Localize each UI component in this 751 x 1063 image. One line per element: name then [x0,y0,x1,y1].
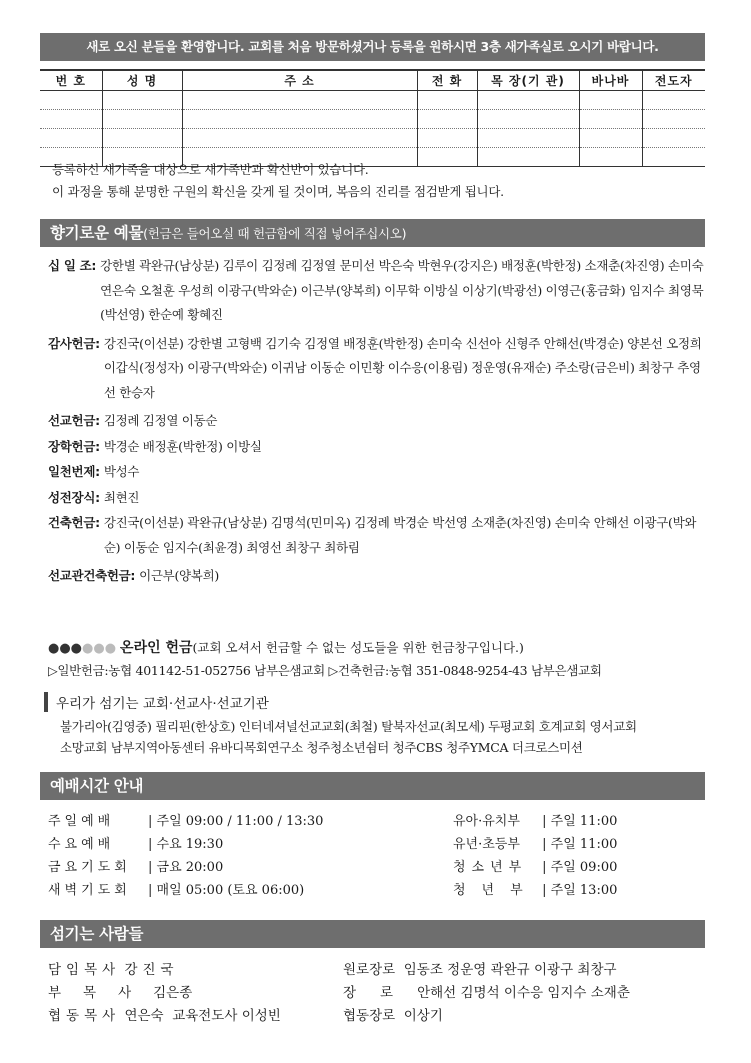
staff-role: 교육전도사 [172,1008,238,1024]
staff-coop-elder [343,1004,443,1024]
offering-scholarship [48,435,708,460]
staff-name: 김은종 [153,985,193,1001]
worship-time: 주일 09:00 / 11:00 / 13:30 [156,814,324,829]
table-row[interactable] [40,109,705,128]
worship-time: 주일 13:00 [550,883,618,898]
offering-names: 강진국(이선분) 곽완규(남상분) 김명석(민미옥) 김정례 박경순 박선영 소재춘(차진영) 손미숙 안해선 이광구(박와순) 이동순 임지수(최윤경) 최영선 최창구 최하림 [103,515,697,555]
col-evangelist: 전도자 [642,70,705,90]
worship-time: 주일 11:00 [550,837,618,852]
worship-name: 새벽기도회 [48,883,131,898]
staff-name: 이상기 [403,1008,443,1024]
staff-name: 안해선 김명석 이수응 임지수 소재춘 [417,985,630,1001]
staff-name: 강진국 [124,962,179,978]
staff-coop-pastor [48,1004,281,1024]
offering-names: 박성수 [103,464,140,479]
worship-time: 주일 11:00 [550,814,618,829]
worship-name: 청년부 [453,883,539,898]
offering-tithe [48,254,708,328]
col-phone: 전 화 [417,70,477,90]
worship-youth: 청소년부 | 주일 09:00 [453,856,617,875]
offering-mission-building [48,564,708,589]
table-row[interactable] [40,128,705,147]
staff-role: 협동장로 [343,1008,396,1024]
offering-names: 이근부(양복희) [139,568,219,583]
col-address: 주 소 [182,70,417,90]
offering-title: 향기로운 예물 [50,224,144,242]
worship-time: 매일 05:00 (토요 06:00) [156,883,305,898]
offering-thanks [48,332,708,406]
offering-names: 박경순 배정훈(박한정) 이방실 [103,438,262,454]
online-offering [48,637,524,657]
worship-name: 금요기도회 [48,860,131,875]
staff-section-header: 섬기는 사람들 [40,920,705,948]
offering-section-header [40,219,705,247]
online-desc: (교회 오셔서 헌금할 수 없는 성도들을 위한 헌금창구입니다.) [192,640,524,655]
worship-section-header: 예배시간 안내 [40,772,705,800]
worship-name: 수요예배 [48,837,115,852]
offering-decoration [48,486,708,511]
worship-young-adult: 청년부 | 주일 13:00 [453,879,617,898]
offering-names: 김정례 김정열 이동순 [103,413,218,428]
offering-names: 최현진 [103,489,140,505]
offering-names: 강진국(이선분) 강한별 고형백 김기숙 김정열 배정훈(박한정) 손미숙 신선아 신형주 안해선(박경순) 양본선 오정희 이갑식(정성자) 이광구(박와순) 이귀남 이동순 이민황 이수응(이용림) 정운영(유재순) 주소랑(금은비) 최창구 추영선 한승자 [103,335,702,400]
offering-list [48,254,708,589]
serve-title: 우리가 섬기는 교회·선교사·선교기관 [44,692,269,712]
col-barnabas: 바나바 [579,70,642,90]
online-title: 온라인 헌금 [120,640,193,656]
offering-label: 감사헌금: [48,335,100,351]
register-note-1: 등록하신 새가족을 대상으로 새가족반과 확신반이 있습니다. [52,162,369,177]
worship-name: 유아·유치부 [453,814,520,829]
offering-label: 일천번제: [48,464,100,479]
worship-name: 유년·초등부 [453,837,520,852]
worship-name: 청소년부 [453,860,528,875]
worship-infant: 유아·유치부 | 주일 11:00 [453,810,617,829]
serve-line-1: 불가리아(김영중) 필리핀(한상호) 인터네셔널선교교회(최철) 탈북자선교(최모세) 두평교회 호계교회 영서교회 [60,719,637,734]
staff-role: 부목사 [48,985,154,1001]
worship-time: 금요 20:00 [156,860,224,875]
offering-subtitle: (헌금은 들어오실 때 헌금함에 직접 넣어주십시오) [143,226,407,241]
offering-names: 강한별 곽완규(남상분) 김루이 김정례 김정열 문미선 박은숙 박현우(강지은) 배정훈(박한정) 소재춘(차진영) 손미숙 연은숙 오철훈 우성희 이광구(박와순) 이근부(양복희) 이무학 이방실 이상기(박광선) 이영근(홍금화) 임지수 최영묵(박선영) 한순예 황혜진 [100,258,704,322]
worship-time: 주일 09:00 [550,860,618,875]
bank-accounts: ▷일반헌금:농협 401142-51-052756 남부은샘교회 ▷건축헌금:농협 351-0848-9254-43 남부은샘교회 [48,663,602,678]
staff-role: 원로장로 [343,962,396,978]
staff-retired-elders [343,958,617,978]
offering-building [48,511,708,560]
worship-friday: 금요기도회 | 금요 20:00 [48,856,223,875]
col-number: 번 호 [40,70,102,90]
staff-elders [343,981,630,1001]
staff-name: 연은숙 [124,1008,164,1024]
staff-name: 임동조 정운영 곽완규 이광구 최창구 [403,962,617,978]
staff-role: 협동목사 [48,1008,121,1024]
table-row[interactable] [40,90,705,109]
welcome-banner: 새로 오신 분들을 환영합니다. 교회를 처음 방문하셨거나 등록을 원하시면 3층 새가족실로 오시기 바랍니다. [40,33,705,61]
offering-thousand [48,460,708,485]
dots-icon: ●●●●●● [48,641,117,656]
worship-children: 유년·초등부 | 주일 11:00 [453,833,617,852]
staff-senior-pastor [48,958,179,978]
worship-time: 수요 19:30 [156,837,224,852]
worship-name: 주일예배 [48,814,115,829]
col-group: 목 장(기 관) [477,70,579,90]
worship-sunday: 주일예배 | 주일 09:00 / 11:00 / 13:30 [48,810,323,829]
offering-label: 선교헌금: [48,413,100,428]
worship-dawn: 새벽기도회 | 매일 05:00 (토요 06:00) [48,879,304,898]
offering-mission [48,409,708,434]
worship-wednesday: 수요예배 | 수요 19:30 [48,833,223,852]
staff-role: 담임목사 [48,962,121,978]
offering-label: 십 일 조: [48,258,97,273]
offering-label: 건축헌금: [48,515,100,530]
staff-assoc-pastor [48,981,192,1001]
offering-label: 장학헌금: [48,438,100,454]
offering-label: 선교관건축헌금: [48,568,136,583]
staff-role: 장로 [343,985,418,1001]
offering-label: 성전장식: [48,489,100,505]
register-note-2: 이 과정을 통해 분명한 구원의 확신을 갖게 될 것이며, 복음의 진리를 점검받게 됩니다. [52,184,504,199]
col-name: 성 명 [102,70,182,90]
serve-line-2: 소망교회 남부지역아동센터 유바디목회연구소 청주청소년쉼터 청주CBS 청주YMCA 더크로스미션 [60,740,583,755]
registration-header-row [40,70,705,90]
staff-name: 이성빈 [241,1008,281,1024]
registration-table [40,69,705,167]
